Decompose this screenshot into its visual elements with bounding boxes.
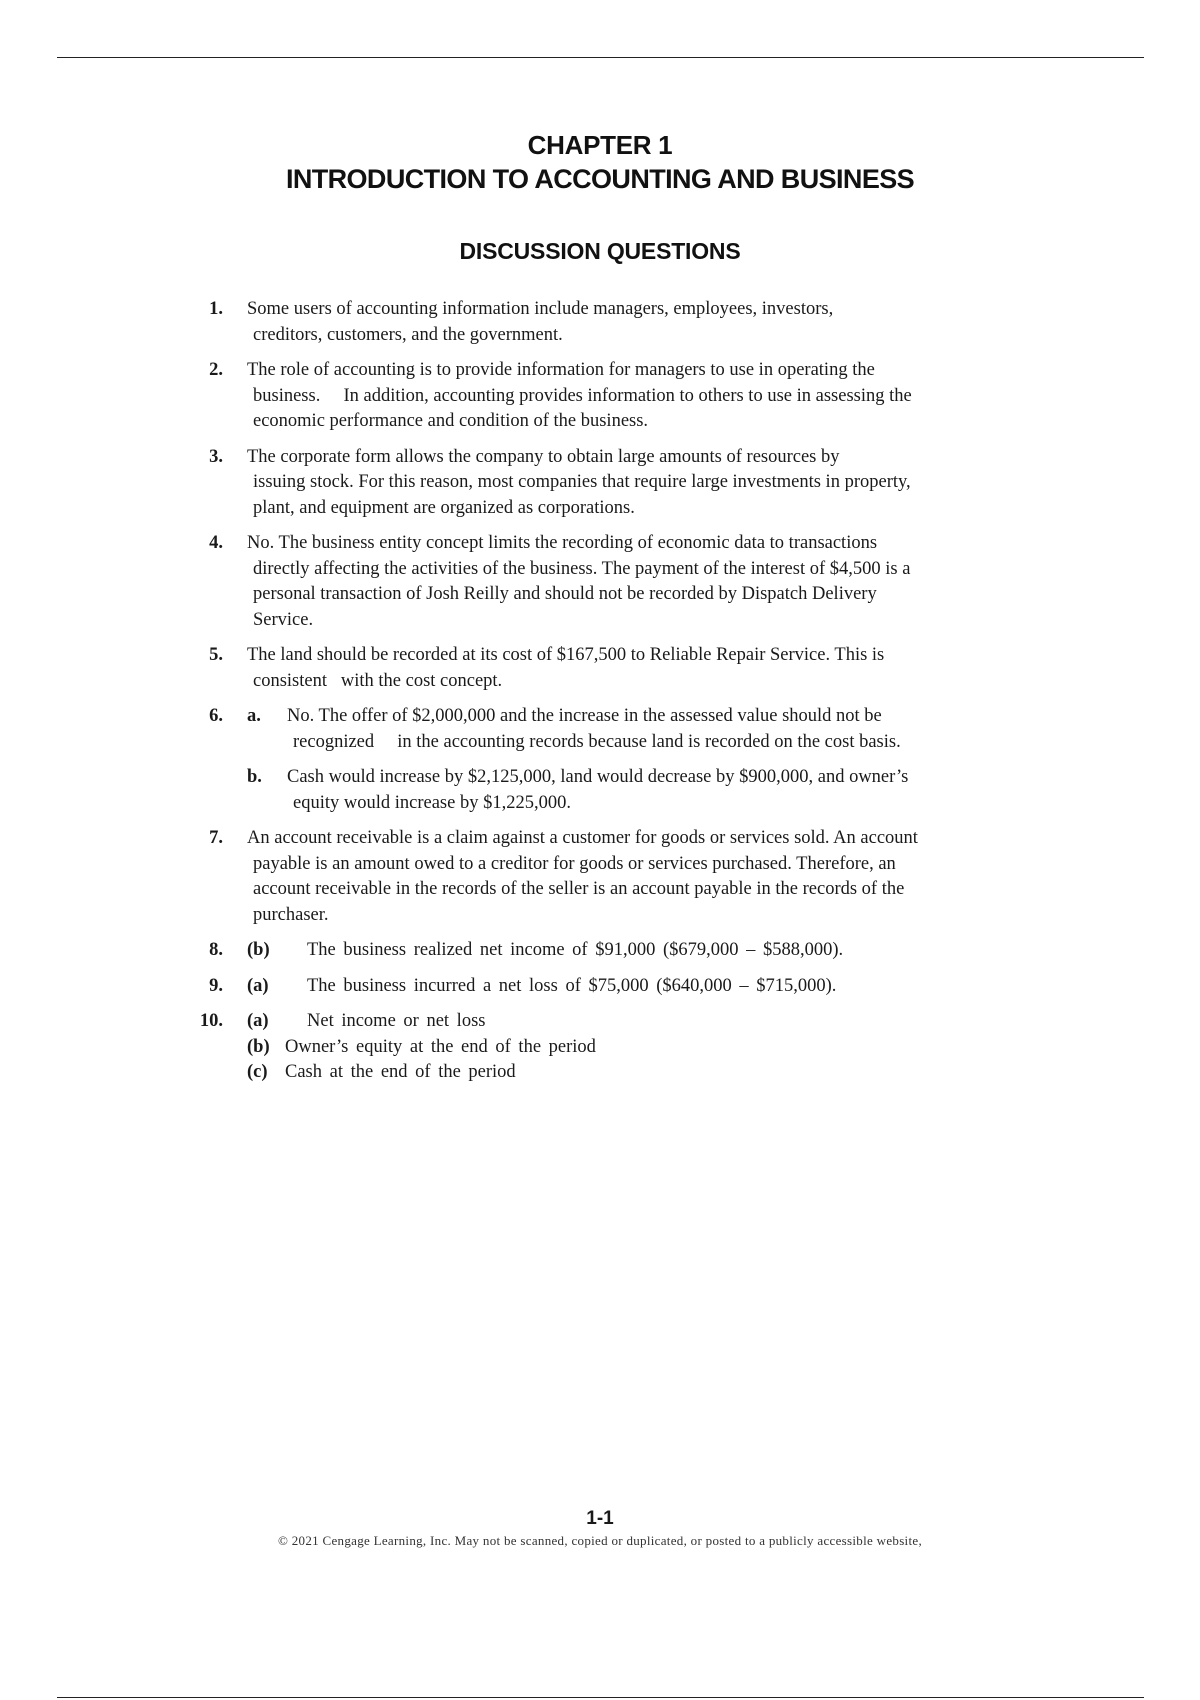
question-item xyxy=(190,445,1080,522)
answer-line: Service. xyxy=(253,609,314,630)
page-number: 1-1 xyxy=(586,1508,614,1529)
answer-choice: (b) xyxy=(247,940,270,960)
bottom-rule xyxy=(57,1697,1144,1698)
question-number: 1. xyxy=(209,299,223,319)
answer-line: The role of accounting is to provide information for managers to use in operating the xyxy=(247,360,875,380)
answer-choice: (c) xyxy=(247,1062,268,1082)
question-number: 7. xyxy=(209,828,223,848)
chapter-number: CHAPTER 1 xyxy=(527,130,673,160)
answer-line: issuing stock. For this reason, most companies that require large investments in property, xyxy=(253,472,911,492)
copyright-notice: © 2021 Cengage Learning, Inc. May not be scanned, copied or duplicated, or posted to a publicly accessible website, xyxy=(278,1533,922,1548)
answer-text: The business incurred a net loss of $75,000 ($640,000 – $715,000). xyxy=(307,975,837,996)
question-number: 9. xyxy=(209,975,223,996)
answer-line: No. The business entity concept limits the recording of economic data to transactions xyxy=(247,533,878,553)
answer-line: payable is an amount owed to a creditor for goods or services purchased. Therefore, an xyxy=(253,853,896,874)
question-item xyxy=(190,531,1080,633)
questions-list xyxy=(190,297,1080,1096)
answer-line: personal transaction of Josh Reilly and should not be recorded by Dispatch Delivery xyxy=(253,584,877,604)
question-answer xyxy=(247,358,1080,435)
answer-text: The business realized net income of $91,000 ($679,000 – $588,000). xyxy=(307,940,844,960)
question-item xyxy=(190,643,1080,694)
question-number: 3. xyxy=(209,446,223,467)
answer-line: Some users of accounting information include managers, employees, investors, xyxy=(247,299,834,319)
answer-choice: (a) xyxy=(247,1011,269,1031)
answer-line: No. The offer of $2,000,000 and the increase in the assessed value should not be xyxy=(287,706,882,726)
answer-line: plant, and equipment are organized as corporations. xyxy=(253,497,635,518)
question-item xyxy=(190,974,1080,1000)
chapter-title: INTRODUCTION TO ACCOUNTING AND BUSINESS xyxy=(285,164,915,194)
question-answer xyxy=(247,974,1080,1000)
question-answer xyxy=(247,938,1080,964)
question-answer xyxy=(247,826,1080,928)
sub-answer-a xyxy=(247,704,1080,755)
question-number: 2. xyxy=(209,360,223,380)
answer-line: equity would increase by $1,225,000. xyxy=(293,792,571,813)
answer-line: business. In addition, accounting provides information to others to use in assessing the xyxy=(253,385,912,406)
answer-choice: (b) xyxy=(247,1036,270,1057)
answer-line: The land should be recorded at its cost of $167,500 to Reliable Repair Service. This is xyxy=(247,645,885,665)
answer-line: account receivable in the records of the seller is an account payable in the records of the xyxy=(253,879,905,899)
list-item xyxy=(247,1060,1080,1086)
answer-line: The corporate form allows the company to obtain large amounts of resources by xyxy=(247,446,840,467)
answer-line: An account receivable is a claim against a customer for goods or services sold. An account xyxy=(247,828,918,848)
question-number: 4. xyxy=(209,533,223,553)
question-number: 8. xyxy=(209,940,223,960)
question-item xyxy=(190,826,1080,928)
list-item xyxy=(247,1009,1080,1035)
answer-line: economic performance and condition of the business. xyxy=(253,411,649,431)
sub-letter: a. xyxy=(247,706,261,726)
question-number: 10. xyxy=(199,1011,223,1031)
question-item xyxy=(190,297,1080,348)
section-heading: DISCUSSION QUESTIONS xyxy=(459,238,741,264)
question-item xyxy=(190,1009,1080,1086)
question-item xyxy=(190,938,1080,964)
question-number: 5. xyxy=(209,645,223,665)
top-rule xyxy=(57,57,1144,58)
question-answer xyxy=(247,445,1080,522)
answer-line: consistent with the cost concept. xyxy=(253,670,503,691)
answer-line: purchaser. xyxy=(253,904,329,925)
question-answer xyxy=(247,643,1080,694)
sub-answer-b xyxy=(247,765,1080,816)
question-item xyxy=(190,358,1080,435)
question-number: 6. xyxy=(209,706,223,726)
question-answer xyxy=(247,531,1080,633)
answer-text: Owner’s equity at the end of the period xyxy=(285,1036,596,1057)
answer-line: recognized in the accounting records because land is recorded on the cost basis. xyxy=(293,731,901,752)
answer-choice: (a) xyxy=(247,975,269,996)
answer-line: creditors, customers, and the government. xyxy=(253,324,563,345)
list-item xyxy=(247,1035,1080,1061)
answer-text: Net income or net loss xyxy=(307,1011,486,1031)
question-item xyxy=(190,704,1080,816)
answer-text: Cash at the end of the period xyxy=(285,1062,516,1082)
answer-line: Cash would increase by $2,125,000, land would decrease by $900,000, and owner’s xyxy=(287,767,909,787)
sub-letter: b. xyxy=(247,767,262,787)
question-answer xyxy=(247,297,1080,348)
answer-line: directly affecting the activities of the business. The payment of the interest of $4,500 is a xyxy=(253,558,911,579)
